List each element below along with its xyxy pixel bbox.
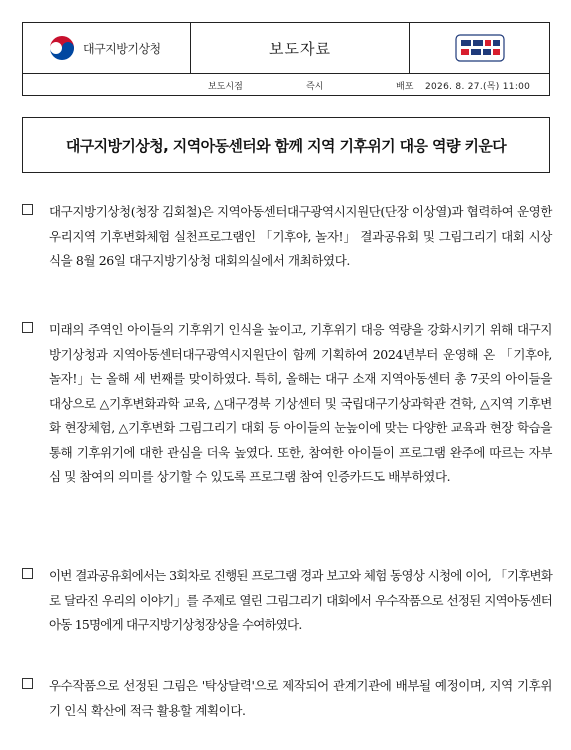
org-name: 대구지방기상청 xyxy=(83,41,161,56)
paragraph-text: 이번 결과공유회에서는 3회차로 진행된 프로그램 경과 보고와 체험 동영상 시청에 이어, 「기후변화로 달라진 우리의 이야기」를 주제로 열린 그림그리기 대회에서 우수작품으로 선정된 지역아동센터 아동 15명에게 대구지방기상청장상을 수여하였다. xyxy=(49,568,552,632)
paragraph-3 xyxy=(22,564,552,638)
org-block xyxy=(23,23,191,73)
press-release-header xyxy=(22,22,550,74)
government-emblem-icon xyxy=(49,35,75,61)
headline: 대구지방기상청, 지역아동센터와 함께 지역 기후위기 대응 역량 키운다 xyxy=(65,136,507,155)
paragraph-4 xyxy=(22,674,552,723)
paragraph-2 xyxy=(22,318,552,490)
paragraph-text: 미래의 주역인 아이들의 기후위기 인식을 높이고, 기후위기 대응 역량을 강화시키기 위해 대구지방기상청과 지역아동센터대구광역시지원단이 함께 기획하여 2024년부터 운영해 온 「기후야, 놀자!」는 올해 세 번째를 맞이하였다. 특히, 올해는 대구 소재 지역아동센터 총 7곳의 아이들을 대상으로 △기후변화과학 교육, △대구경북 기상센터 및 국립대구기상과학관 견학, △지역 기후변화 현장체험, △기후변화 그림그리기 대회 등 아이들의 눈높이에 맞는 다양한 교육과 현장 학습을 통해 기후위기에 대한 관심을 더욱 높였다. 또한, 참여한 아이들이 프로그램 완주에 따르는 자부심 및 참여의 의미를 상기할 수 있도록 프로그램 참여 인증카드도 배부하였다. xyxy=(49,322,552,484)
doc-type-label: 보도자료 xyxy=(269,39,331,58)
release-time-value: 즉시 xyxy=(306,82,324,92)
brand-logo-icon xyxy=(452,29,508,67)
paragraph-text: 우수작품으로 선정된 그림은 '탁상달력'으로 제작되어 관계기관에 배부될 예정이며, 지역 기후위기 인식 확산에 적극 활용할 계획이다. xyxy=(49,678,552,718)
paragraph-text: 대구지방기상청(청장 김회철)은 지역아동센터대구광역시지원단(단장 이상열)과 협력하여 운영한 우리지역 기후변화체험 실천프로그램인 「기후야, 놀자!」 결과공유회 및 그림그리기 대회 시상식을 8월 26일 대구지방기상청 대회의실에서 개최하였다. xyxy=(49,204,552,268)
square-bullet-icon xyxy=(22,568,33,579)
release-time-label: 보도시점 xyxy=(208,82,243,92)
release-meta-row xyxy=(22,74,550,96)
paragraph-1 xyxy=(22,200,552,274)
distribution-date: 2026. 8. 27.(목) 11:00 xyxy=(425,82,531,92)
brand-block xyxy=(409,23,549,73)
square-bullet-icon xyxy=(22,204,33,215)
square-bullet-icon xyxy=(22,678,33,689)
square-bullet-icon xyxy=(22,322,33,333)
headline-box xyxy=(22,117,550,173)
distribution-label: 배포 xyxy=(396,82,414,92)
